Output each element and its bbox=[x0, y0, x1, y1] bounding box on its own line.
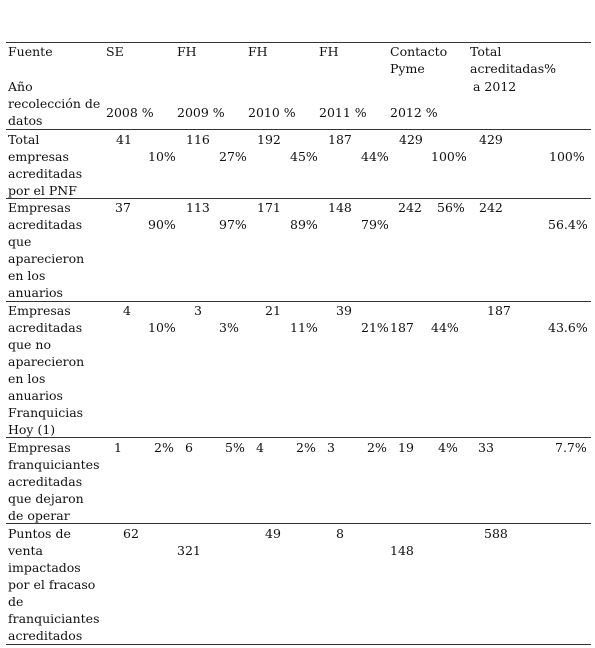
table-bottom-rule bbox=[6, 644, 591, 645]
header-fuente: Fuente bbox=[8, 44, 53, 59]
header-fh-2009: FH bbox=[177, 44, 197, 59]
table-cell: 4 bbox=[256, 440, 264, 455]
table-cell: 21% bbox=[361, 320, 389, 335]
table-cell: 321 bbox=[177, 543, 201, 558]
header-fh-2011: FH bbox=[319, 44, 339, 59]
table-cell: 242 bbox=[398, 200, 422, 215]
table-cell: 3 bbox=[327, 440, 335, 455]
table-cell: 21 bbox=[265, 303, 281, 318]
header-year-2009: 2009 % bbox=[177, 105, 225, 120]
table-cell: 10% bbox=[148, 149, 176, 164]
header-year-2012: 2012 % bbox=[390, 105, 438, 120]
header-total-acreditadas: Total acreditadas% bbox=[470, 44, 557, 76]
row-label: Empresas acreditadas que aparecieron en los anuarios bbox=[8, 200, 85, 300]
table-cell: 19 bbox=[398, 440, 414, 455]
table-cell: 1 bbox=[114, 440, 122, 455]
row-3-bottom-rule bbox=[6, 437, 591, 438]
table-cell: 100% bbox=[431, 149, 467, 164]
table-cell: 5% bbox=[225, 440, 245, 455]
table-cell: 56.4% bbox=[548, 217, 588, 232]
table-cell: 7.7% bbox=[555, 440, 587, 455]
table-cell: 6 bbox=[185, 440, 193, 455]
table-cell: 44% bbox=[431, 320, 459, 335]
table-cell: 187 bbox=[328, 132, 352, 147]
table-cell: 33 bbox=[478, 440, 494, 455]
table-cell: 187 bbox=[390, 320, 414, 335]
row-label: Empresas franquiciantes acreditadas que dejaron de operar bbox=[8, 440, 100, 523]
row-label: Total empresas acreditadas por el PNF bbox=[8, 132, 83, 198]
table-cell: 97% bbox=[219, 217, 247, 232]
table-cell: 43.6% bbox=[548, 320, 588, 335]
table-cell: 2% bbox=[296, 440, 316, 455]
header-bottom-rule bbox=[6, 129, 591, 130]
row-label: Puntos de venta impactados por el fracaso de franquiciantes acreditados bbox=[8, 526, 100, 643]
table-cell: 3 bbox=[194, 303, 202, 318]
table-cell: 49 bbox=[265, 526, 281, 541]
row-1-bottom-rule bbox=[6, 198, 591, 199]
table-cell: 2% bbox=[367, 440, 387, 455]
table-cell: 113 bbox=[186, 200, 210, 215]
table-cell: 2% bbox=[154, 440, 174, 455]
table-cell: 171 bbox=[257, 200, 281, 215]
table-cell: 4 bbox=[123, 303, 131, 318]
table-cell: 10% bbox=[148, 320, 176, 335]
table-cell: 37 bbox=[115, 200, 131, 215]
header-se: SE bbox=[106, 44, 124, 59]
header-year-2011: 2011 % bbox=[319, 105, 367, 120]
table-cell: 4% bbox=[438, 440, 458, 455]
table-cell: 27% bbox=[219, 149, 247, 164]
table-cell: 588 bbox=[484, 526, 508, 541]
header-year-2010: 2010 % bbox=[248, 105, 296, 120]
table-cell: 11% bbox=[290, 320, 318, 335]
header-fh-2010: FH bbox=[248, 44, 268, 59]
table-cell: 187 bbox=[487, 303, 511, 318]
table-cell: 429 bbox=[479, 132, 503, 147]
table-cell: 79% bbox=[361, 217, 389, 232]
table-cell: 242 bbox=[479, 200, 503, 215]
row-label: Empresas acreditadas que no aparecieron en los anuarios Franquicias Hoy (1) bbox=[8, 303, 85, 437]
table-cell: 116 bbox=[186, 132, 210, 147]
table-cell: 39 bbox=[336, 303, 352, 318]
table-cell: 100% bbox=[549, 149, 585, 164]
table-cell: 3% bbox=[219, 320, 239, 335]
table-cell: 429 bbox=[399, 132, 423, 147]
table-cell: 192 bbox=[257, 132, 281, 147]
table-cell: 89% bbox=[290, 217, 318, 232]
table-cell: 148 bbox=[328, 200, 352, 215]
table-cell: 56% bbox=[437, 200, 465, 215]
table-cell: 148 bbox=[390, 543, 414, 558]
table-cell: 41 bbox=[116, 132, 132, 147]
table-cell: 45% bbox=[290, 149, 318, 164]
header-anio-label: Año recolección de datos bbox=[8, 79, 101, 128]
header-a-2012: a 2012 bbox=[473, 79, 517, 94]
header-contacto-pyme: Contacto Pyme bbox=[390, 44, 448, 76]
table-cell: 62 bbox=[123, 526, 139, 541]
table-cell: 44% bbox=[361, 149, 389, 164]
table-cell: 8 bbox=[336, 526, 344, 541]
table-cell: 90% bbox=[148, 217, 176, 232]
header-year-2008: 2008 % bbox=[106, 105, 154, 120]
